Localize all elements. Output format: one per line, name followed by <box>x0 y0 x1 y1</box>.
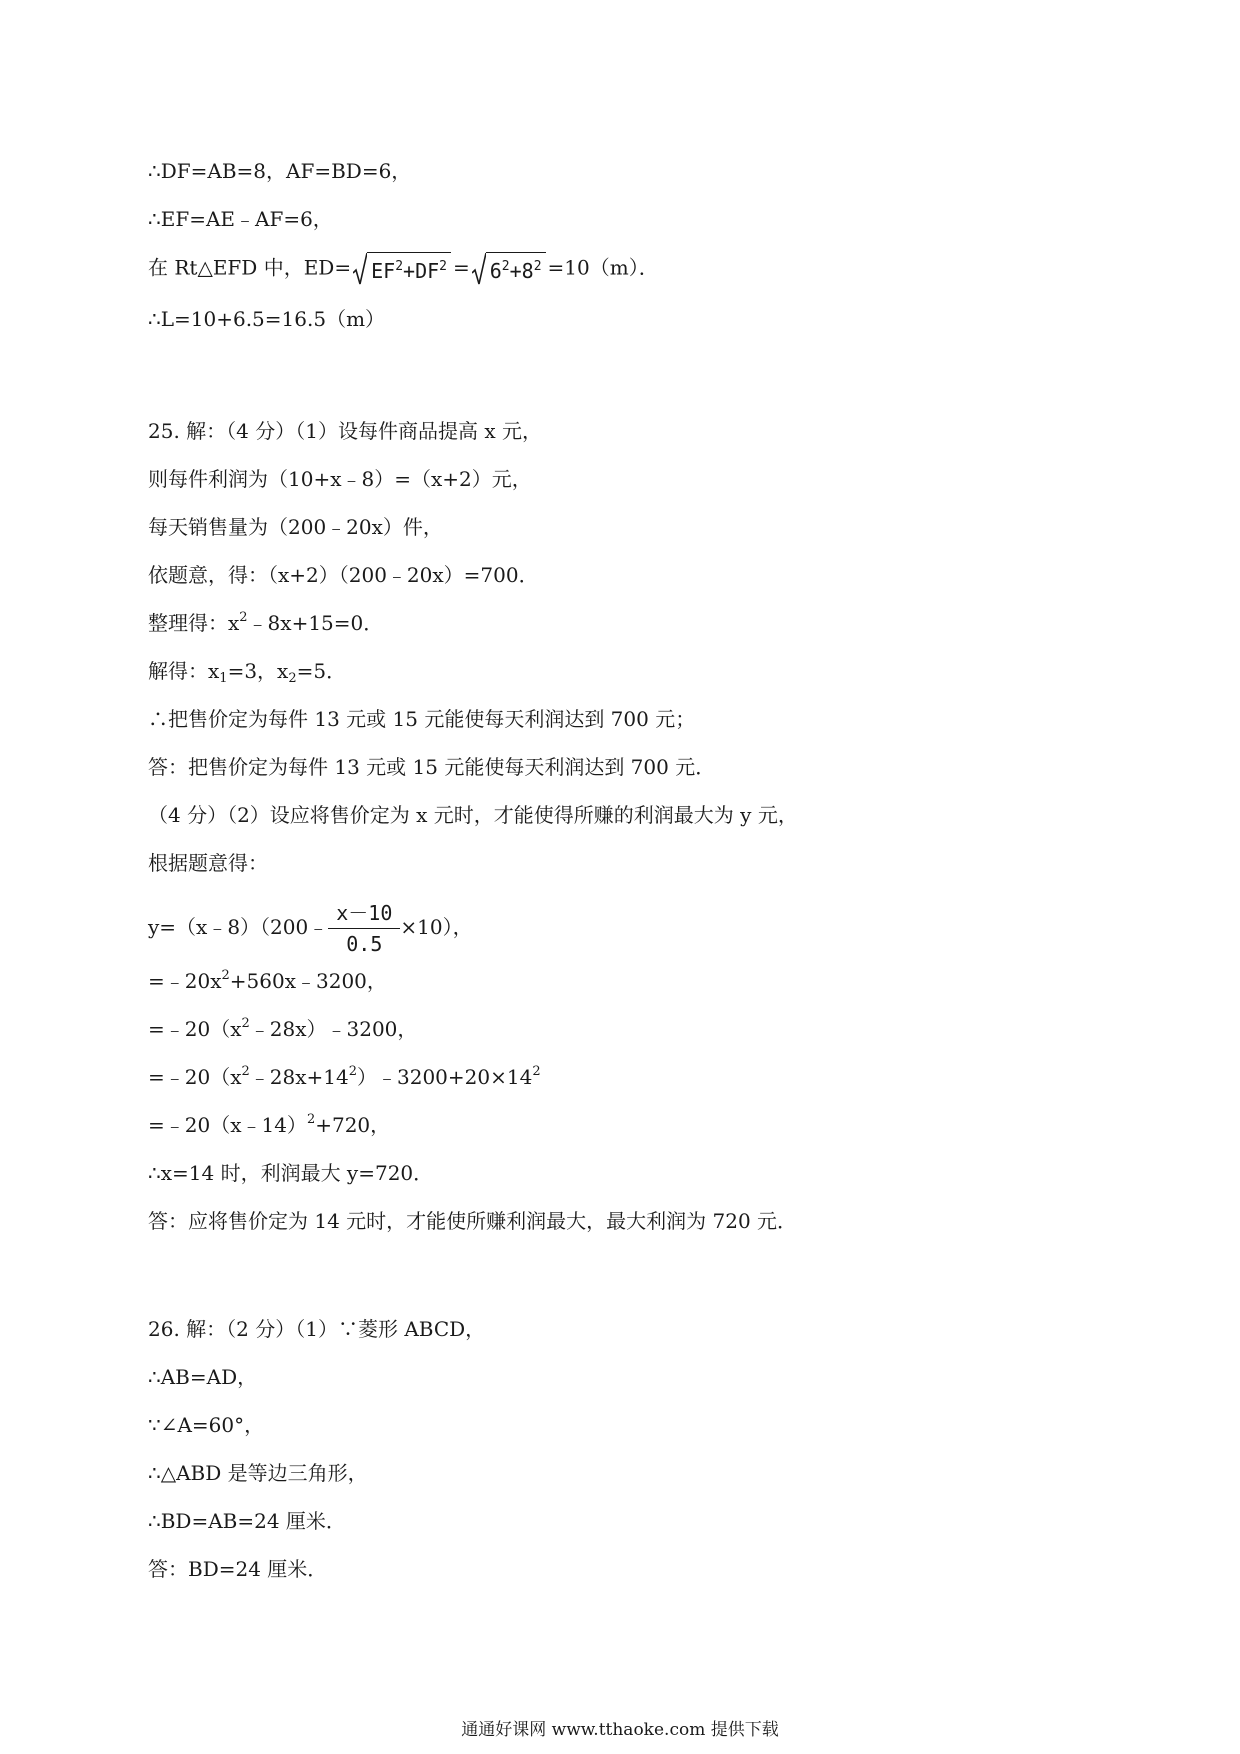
text-line: （4 分）（2）设应将售价定为 x 元时，才能使得所赚的利润最大为 y 元， <box>148 803 798 827</box>
text-line: ∴AB=AD， <box>148 1365 258 1389</box>
sqrt-6-8: $6^2+8^2$ <box>472 252 546 286</box>
radical-sign-icon <box>353 252 367 286</box>
answer-line: 答：把售价定为每件 13 元或 15 元能使每天利润达到 700 元． <box>148 755 716 779</box>
text-line: $=﹣20(x^2﹣28x+14^2)﹣3200+20\times 14^2$ <box>148 1064 541 1089</box>
answer-line: 答：BD=24 厘米． <box>148 1557 328 1581</box>
text-line: 依题意，得：（x+2）（200﹣20x）=700． <box>148 563 539 587</box>
text-line: 整理得：$x^2﹣8x+15=0$． <box>148 610 384 635</box>
text-line: =﹣20（x﹣14）$^2$+720， <box>148 1112 391 1137</box>
page-footer: 通通好课网 www.tthaoke.com 提供下载 <box>461 1720 779 1740</box>
text-line: ∴x=14 时，利润最大 y=720． <box>148 1161 434 1185</box>
text-line-sqrt: 在 Rt△EFD 中，ED= $EF^2+DF^2$ = $6^2+8^2$ =10（m）． <box>148 252 1128 286</box>
solution-content <box>148 156 1128 1602</box>
text-line: ∴L=10+6.5=16.5（m） <box>148 307 386 331</box>
sqrt-ef-df: $EF^2+DF^2$ <box>353 252 451 286</box>
text-line: ∴△ABD 是等边三角形， <box>148 1461 368 1485</box>
answer-line: 答：应将售价定为 14 元时，才能使所赚利润最大，最大利润为 720 元． <box>148 1209 798 1233</box>
text-line-fraction: y=（x﹣8）（200﹣ $\frac{x-10}{0.5}$ ×10）， <box>148 901 473 956</box>
text-line: 根据题意得： <box>148 851 268 875</box>
text-line: 解得：$x_1=3$，$x_2=5$． <box>148 659 347 686</box>
problem-25-heading: 25. 解：（4 分）（1）设每件商品提高 x 元， <box>148 419 542 443</box>
text-line: ∴DF=AB=8，AF=BD=6， <box>148 159 412 183</box>
text-line: ∴EF=AE﹣AF=6， <box>148 207 333 231</box>
text-line: 则每件利润为（10+x﹣8）=（x+2）元， <box>148 467 532 491</box>
rt-prefix: 在 Rt△EFD 中，ED= <box>148 255 352 280</box>
text-line: ∴把售价定为每件 13 元或 15 元能使每天利润达到 700 元； <box>148 707 696 731</box>
text-line: 每天销售量为（200﹣20x）件， <box>148 515 443 539</box>
radical-sign-icon <box>472 252 486 286</box>
text-line: ∵∠A=60°， <box>148 1413 265 1437</box>
text-line: ∴BD=AB=24 厘米． <box>148 1509 346 1533</box>
text-line: $=﹣20(x^2﹣28x)﹣3200$， <box>148 1016 418 1041</box>
text-line: $=﹣20x^2+560x﹣3200$， <box>148 968 387 993</box>
problem-26-heading: 26. 解：（2 分）（1）∵菱形 ABCD， <box>148 1317 486 1341</box>
fraction: $\frac{x-10}{0.5}$ <box>332 900 396 957</box>
